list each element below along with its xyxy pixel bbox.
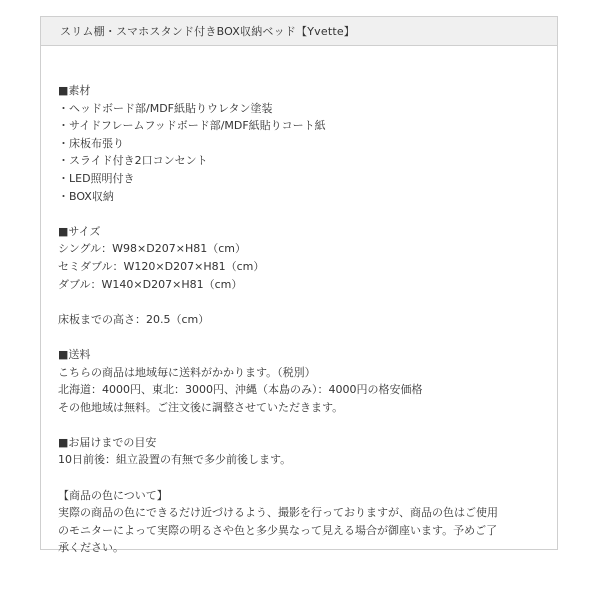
material-item: ・BOX収納 <box>58 189 114 203</box>
floor-height-text: 床板までの高さ：20.5（cm） <box>58 312 210 326</box>
size-heading: ■サイズ <box>58 224 101 238</box>
delivery-line: 10日前後：組立設置の有無で多少前後します。 <box>58 453 292 467</box>
shipping-line: その他地域は無料。ご注文後に調整させていただきます。 <box>58 400 344 414</box>
shipping-line: こちらの商品は地域毎に送料がかかります。（税別） <box>58 365 316 379</box>
size-single: シングル：W98×D207×H81（cm） <box>58 242 246 256</box>
size-semi-double: セミダブル：W120×D207×H81（cm） <box>58 259 265 273</box>
shipping-heading: ■送料 <box>58 347 91 361</box>
color-note-line: 承ください。 <box>58 541 124 555</box>
color-note-line: 実際の商品の色にできるだけ近づけるよう、撮影を行っておりますが、商品の色はご使用 <box>58 506 498 520</box>
material-heading: ■素材 <box>58 84 91 97</box>
material-item: ・床板布張り <box>58 136 124 150</box>
floor-height-section <box>58 311 547 329</box>
size-section <box>58 223 547 293</box>
shipping-line: 北海道：4000円、東北：3000円、沖縄（本島のみ）：4000円の格安価格 <box>58 383 423 397</box>
material-item: ・スライド付き2口コンセント <box>58 154 208 168</box>
delivery-heading: ■お届けまでの目安 <box>58 435 157 449</box>
material-item: ・ヘッドボード部/MDF紙貼りウレタン塗装 <box>58 101 273 115</box>
delivery-section <box>58 434 547 469</box>
color-note-heading: 【商品の色について】 <box>58 488 168 502</box>
product-info-panel <box>40 16 558 555</box>
color-note-section <box>58 487 547 557</box>
product-title: スリム棚・スマホスタンド付きBOX収納ベッド【Yvette】 <box>41 17 557 46</box>
material-item: ・LED照明付き <box>58 171 135 185</box>
color-note-line: のモニターによって実際の明るさや色と多少異なって見える場合が御座います。予めご了 <box>58 523 498 537</box>
material-section <box>58 82 547 205</box>
size-double: ダブル：W140×D207×H81（cm） <box>58 277 243 291</box>
product-description <box>41 46 557 557</box>
material-item: ・サイドフレームフッドボード部/MDF紙貼りコート紙 <box>58 119 326 133</box>
shipping-section <box>58 346 547 416</box>
